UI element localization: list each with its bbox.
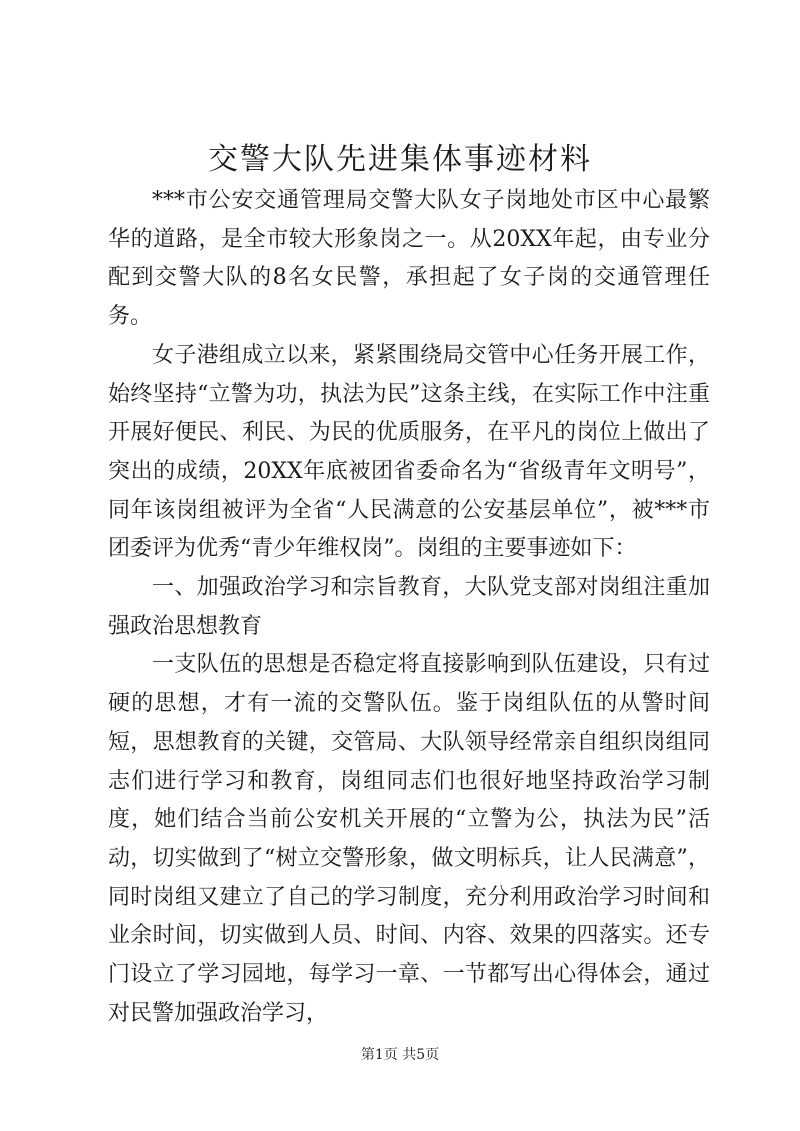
section-heading-1: 一、加强政治学习和宗旨教育，大队党支部对岗组注重加强政治思想教育 xyxy=(108,575,710,639)
page-number-footer: 第1页 共5页 xyxy=(360,1047,440,1063)
paragraph-achievements: 女子港组成立以来，紧紧围绕局交管中心任务开展工作，始终坚持“立警为功，执法为民”这条主线，在实际工作中注重开展好便民、利民、为民的优质服务，在平凡的岗位上做出了突出的成绩，20XX年底被团省委命名为“省级青年文明号”，同年该岗组被评为全省“人民满意的公安基层单位”，被***市团委评为优秀“青少年维权岗”。岗组的主要事迹如下： xyxy=(108,342,710,562)
document-body xyxy=(108,182,710,1033)
paragraph-intro: ***市公安交通管理局交警大队女子岗地处市区中心最繁华的道路，是全市较大形象岗之一。从20XX年起，由专业分配到交警大队的8名女民警，承担起了女子岗的交通管理任务。 xyxy=(108,188,710,330)
paragraph-political-study: 一支队伍的思想是否稳定将直接影响到队伍建设，只有过硬的思想，才有一流的交警队伍。鉴于岗组队伍的从警时间短，思想教育的关键，交管局、大队领导经常亲自组织岗组同志们进行学习和教育，岗组同志们也很好地坚持政治学习制度，她们结合当前公安机关开展的“立警为公，执法为民”活动，切实做到了“树立交警形象，做文明标兵，让人民满意”，同时岗组又建立了自己的学习制度，充分利用政治学习时间和业余时间，切实做到人员、时间、内容、效果的四落实。还专门设立了学习园地，每学习一章、一节都写出心得体会，通过对民警加强政治学习， xyxy=(108,652,710,1026)
document-title: 交警大队先进集体事迹材料 xyxy=(208,142,592,177)
